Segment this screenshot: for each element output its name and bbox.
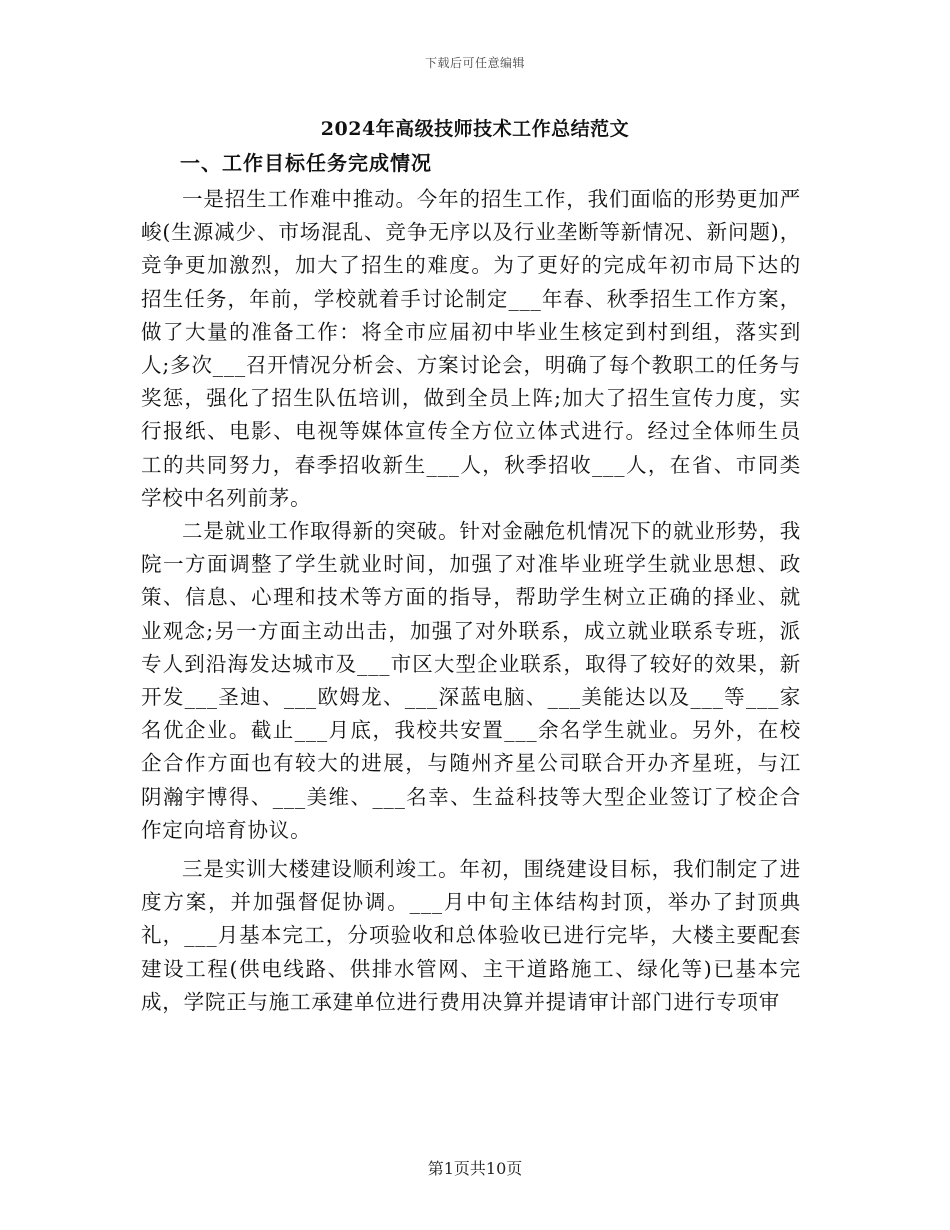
document-title: 2024年高级技师技术工作总结范文: [320, 118, 630, 140]
paragraph-enrollment: 一是招生工作难中推动。今年的招生工作，我们面临的形势更加严峻(生源减少、市场混乱、竞争无序以及行业垄断等新情况、新问题)，竞争更加激烈，加大了招生的难度。为了更好的完成年初市局下达的招生任务，年前，学校就着手讨论制定___年春、秋季招生工作方案，做了大量的准备工作：将全市应届初中毕业生核定到村到组，落实到人;多次___召开情况分析会、方案讨论会，明确了每个教职工的任务与奖惩，强化了招生队伍培训，做到全员上阵;加大了招生宣传力度，实行报纸、电影、电视等媒体宣传全方位立体式进行。经过全体师生员工的共同努力，春季招收新生___人，秋季招收___人，在省、市同类学校中名列前茅。: [141, 187, 801, 510]
paragraph-training-building: 三是实训大楼建设顺利竣工。年初，围绕建设目标，我们制定了进度方案，并加强督促协调。___月中旬主体结构封顶，举办了封顶典礼，___月基本完工，分项验收和总体验收已进行完毕，大楼主要配套建设工程(供电线路、供排水管网、主干道路施工、绿化等)已基本完成，学院正与施工承建单位进行费用决算并提请审计部门进行专项审: [141, 857, 801, 1014]
page-footer: 第1页共10页: [427, 1159, 523, 1178]
body-text: [141, 183, 801, 1019]
section-heading: 一、工作目标任务完成情况: [180, 151, 432, 175]
paragraph-employment: 二是就业工作取得新的突破。针对金融危机情况下的就业形势，我院一方面调整了学生就业时间，加强了对准毕业班学生就业思想、政策、信息、心理和技术等方面的指导，帮助学生树立正确的择业、就业观念;另一方面主动出击，加强了对外联系，成立就业联系专班，派专人到沿海发达城市及___市区大型企业联系，取得了较好的效果，新开发___圣迪、___欧姆龙、___深蓝电脑、___美能达以及___等___家名优企业。截止___月底，我校共安置___余名学生就业。另外，在校企合作方面也有较大的进展，与随州齐星公司联合开办齐星班，与江阴瀚宇博得、___美维、___名幸、生益科技等大型企业签订了校企合作定向培育协议。: [141, 519, 801, 842]
header-note: 下载后可任意编辑: [424, 56, 525, 70]
